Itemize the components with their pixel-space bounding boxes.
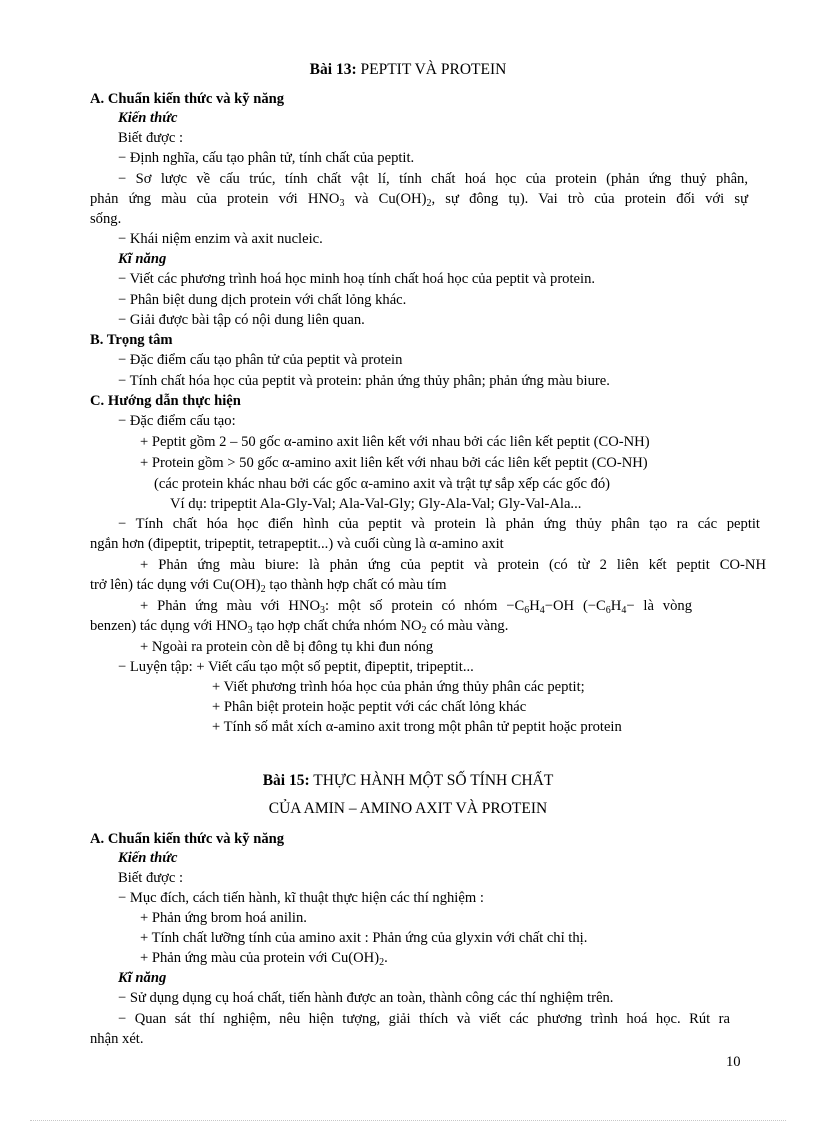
lesson-15-know-item-2: + Phản ứng brom hoá anilin. — [140, 910, 307, 926]
lesson-13-title — [0, 60, 816, 80]
guide-peptide: + Peptit gồm 2 – 50 gốc α-amino axit liên kết với nhau bởi các liên kết peptit (CO-NH) — [140, 434, 650, 450]
guide-property-line-1: − Tính chất hóa học điển hình của peptit và protein là phản ứng thủy phân tạo ra các peptit — [118, 516, 760, 532]
practice-item-3: + Phân biệt protein hoặc peptit với các chất lỏng khác — [212, 699, 527, 715]
lesson-15-name: THỰC HÀNH MỘT SỐ TÍNH CHẤT — [309, 772, 554, 789]
know-item-2-line-2: phản ứng màu của protein với $HNO_3$ và $Cu(OH)_2$, sự đông tụ). Vai trò của protein đối với sự — [90, 191, 748, 209]
lesson-15-section-a-heading: A. Chuẩn kiến thức và kỹ năng — [90, 831, 285, 847]
lesson-15-know-item-1: − Mục đích, cách tiến hành, kĩ thuật thực hiện các thí nghiệm : — [118, 890, 484, 906]
guide-protein-note: (các protein khác nhau bởi các gốc α-amino axit và trật tự sắp xếp các gốc đó) — [154, 476, 611, 492]
know-item-2-line-3: sống. — [90, 211, 122, 227]
skill-item-2: − Phân biệt dung dịch protein với chất lỏng khác. — [118, 292, 407, 308]
practice-item-2: + Viết phương trình hóa học của phản ứng thủy phân các peptit; — [212, 679, 585, 695]
page-bottom-divider — [30, 1120, 786, 1121]
guide-biuret-line-1: + Phản ứng màu biure: là phản ứng của peptit và protein (có từ 2 liên kết peptit CO-NH — [140, 557, 766, 573]
guide-hno3-line-2: benzen) tác dụng với $HNO_3$ tạo hợp chất chứa nhóm $NO_2$ có màu vàng. — [90, 618, 509, 636]
guide-property-line-2: ngắn hơn (đipeptit, tripeptit, tetrapeptit...) và cuối cùng là α-amino axit — [90, 536, 504, 552]
guide-example: Ví dụ: tripeptit Ala-Gly-Val; Ala-Val-Gly; Gly-Ala-Val; Gly-Val-Ala... — [170, 496, 582, 512]
practice-item-4: + Tính số mắt xích α-amino axit trong một phân tử peptit hoặc protein — [212, 719, 622, 735]
know-item-1: − Định nghĩa, cấu tạo phân tử, tính chất của peptit. — [118, 150, 415, 166]
section-a-heading: A. Chuẩn kiến thức và kỹ năng — [90, 91, 285, 107]
lesson-15-knowledge-label: Kiến thức — [118, 850, 178, 866]
lesson-15-title-line-2: CỦA AMIN – AMINO AXIT VÀ PROTEIN — [268, 800, 548, 817]
lesson-15-number: Bài 15: — [262, 772, 310, 789]
lesson-15-title — [0, 771, 816, 791]
skill-item-3: − Giải được bài tập có nội dung liên quan. — [118, 312, 365, 328]
lesson-13-name: PEPTIT VÀ PROTEIN — [356, 61, 507, 78]
guide-biuret-line-2: trở lên) tác dụng với $Cu(OH)_2$ tạo thành hợp chất có màu tím — [90, 577, 447, 595]
lesson-15-know-item-3: + Tính chất lưỡng tính của amino axit : Phản ứng của glyxin với chất chỉ thị. — [140, 930, 588, 946]
know-item-2-line-1: − Sơ lược về cấu trúc, tính chất vật lí, tính chất hoá học của protein (phản ứng thuỷ phân, — [118, 171, 748, 187]
know-item-3: − Khái niệm enzim và axit nucleic. — [118, 231, 323, 247]
lesson-15-know-intro: Biết được : — [118, 870, 184, 886]
lesson-15-skill-item-1: − Sử dụng dụng cụ hoá chất, tiến hành được an toàn, thành công các thí nghiệm trên. — [118, 990, 614, 1006]
lesson-15-skill-item-2-line-1: − Quan sát thí nghiệm, nêu hiện tượng, giải thích và viết các phương trình hoá học. Rút ra — [118, 1011, 730, 1027]
page-number: 10 — [726, 1054, 741, 1070]
lesson-15-skill-item-2-line-2: nhận xét. — [90, 1031, 144, 1047]
lesson-15-know-item-4: + Phản ứng màu của protein với $Cu(OH)_2$. — [140, 950, 388, 968]
knowledge-label: Kiến thức — [118, 110, 178, 126]
lesson-13-number: Bài 13: — [309, 61, 357, 78]
section-b-heading: B. Trọng tâm — [90, 332, 173, 348]
focus-item-1: − Đặc điểm cấu tạo phân tử của peptit và protein — [118, 352, 403, 368]
focus-item-2: − Tính chất hóa học của peptit và protein: phản ứng thủy phân; phản ứng màu biure. — [118, 373, 610, 389]
section-c-heading: C. Hướng dẫn thực hiện — [90, 393, 241, 409]
guide-protein: + Protein gồm > 50 gốc α-amino axit liên kết với nhau bởi các liên kết peptit (CO-NH) — [140, 455, 648, 471]
practice-item-1: − Luyện tập: + Viết cấu tạo một số peptit, đipeptit, tripeptit... — [118, 659, 474, 675]
know-intro: Biết được : — [118, 130, 184, 146]
skill-item-1: − Viết các phương trình hoá học minh hoạ tính chất hoá học của peptit và protein. — [118, 271, 596, 287]
skills-label: Kĩ năng — [118, 251, 167, 267]
guide-hno3-line-1: + Phản ứng màu với $HNO_3$: một số protein có nhóm $-C_6H_4-OH$ ($-C_6H_4-$ là vòng — [140, 598, 692, 616]
guide-coagulation: + Ngoài ra protein còn dễ bị đông tụ khi đun nóng — [140, 639, 434, 655]
lesson-15-skills-label: Kĩ năng — [118, 970, 167, 986]
guide-structure: − Đặc điểm cấu tạo: — [118, 413, 236, 429]
